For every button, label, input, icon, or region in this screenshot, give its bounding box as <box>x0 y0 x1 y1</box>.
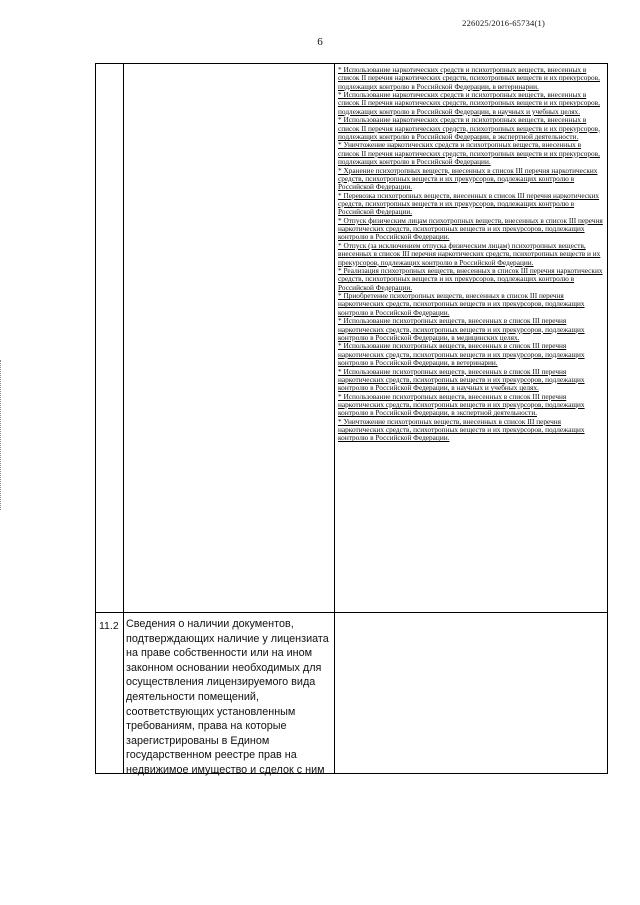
page-number: 6 <box>317 36 323 48</box>
operation-item: * Уничтожение психотропных веществ, внесенных в список III перечня наркотических средств, психотропных веществ и их прекурсоров, подлежащих контролю в Российской Федерации. <box>338 416 585 443</box>
operation-item: * Использование наркотических средств и психотропных веществ, внесенных в список II перечня наркотических средств, психотропных веществ и их прекурсоров, подлежащих контролю в Российской Федерации, в экспертной деятельности. <box>338 115 600 141</box>
operation-item: * Уничтожение наркотических средств и психотропных веществ, внесенных в список II перечня наркотических средств, психотропных веществ и их прекурсоров, подлежащих контролю в Российской Федерации. <box>338 140 600 167</box>
license-table <box>95 63 608 774</box>
row-divider <box>96 612 607 613</box>
scan-artifact <box>0 360 5 510</box>
document-number: 226025/2016-65734(1) <box>462 18 545 28</box>
operation-item: * Перевозка психотропных веществ, внесенных в список III перечня наркотических средств, психотропных веществ и их прекурсоров, подлежащих контролю в Российской Федерации. <box>338 190 600 217</box>
operation-item: * Использование психотропных веществ, внесенных в список III перечня наркотических средств, психотропных веществ и их прекурсоров, подлежащих контролю в Российской Федерации, в экспертной деятельности. <box>338 391 585 418</box>
operation-item: * Хранение психотропных веществ, внесенных в список III перечня наркотических средств, психотропных веществ и их прекурсоров, подлежащих контролю в Российской Федерации. <box>338 165 598 192</box>
operation-item: * Приобретение психотропных веществ, внесенных в список III перечня наркотических средств, психотропных веществ и их прекурсоров, подлежащих контролю в Российской Федерации. <box>338 291 585 317</box>
operation-item: * Использование психотропных веществ, внесенных в список III перечня наркотических средств, психотропных веществ и их прекурсоров, подлежащих контролю в Российской Федерации, в научных и учебных целях. <box>338 366 585 393</box>
operation-item: * Использование психотропных веществ, внесенных в список III перечня наркотических средств, психотропных веществ и их прекурсоров, подлежащих контролю в Российской Федерации, в ветеринарии. <box>338 341 585 368</box>
operation-item: * Использование психотропных веществ, внесенных в список III перечня наркотических средств, психотропных веществ и их прекурсоров, подлежащих контролю в Российской Федерации, в медицинских целях. <box>338 316 585 342</box>
column-divider-1 <box>123 64 124 773</box>
operation-item: * Реализация психотропных веществ, внесенных в список III перечня наркотических средств, психотропных веществ и их прекурсоров, подлежащих контролю в Российской Федерации. <box>338 266 603 292</box>
operation-item: * Использование наркотических средств и психотропных веществ, внесенных в список II перечня наркотических средств, психотропных веществ и их прекурсоров, подлежащих контролю в Российской Федерации, в ветеринарии. <box>338 65 600 91</box>
row-description: Сведения о наличии документов, подтверждающих наличие у лицензиата на праве собственности или на ином законном основании необходимых для осуществления лицензируемого вида деятельности помещений, соответствующих установленным требованиям, права на которые зарегистрированы в Едином государственном реестре прав на недвижимое имущество и сделок с ним <box>126 618 329 776</box>
operation-item: * Отпуск (за исключением отпуска физическим лицам) психотропных веществ, внесенных в список III перечня наркотических средств, психотропных веществ и их прекурсоров, подлежащих контролю в Российской Федерации. <box>338 240 601 267</box>
row-number: 11.2 <box>99 620 119 632</box>
column-divider-2 <box>334 64 335 773</box>
operations-list <box>338 66 604 443</box>
operation-item: * Отпуск физическим лицам психотропных веществ, внесенных в список III перечня наркотических средств, психотропных веществ и их прекурсоров, подлежащих контролю в Российской Федерации. <box>338 215 603 242</box>
operation-item: * Использование наркотических средств и психотропных веществ, внесенных в список II перечня наркотических средств, психотропных веществ и их прекурсоров, подлежащих контролю в Российской Федерации, в научных и учебных целях. <box>338 90 600 116</box>
